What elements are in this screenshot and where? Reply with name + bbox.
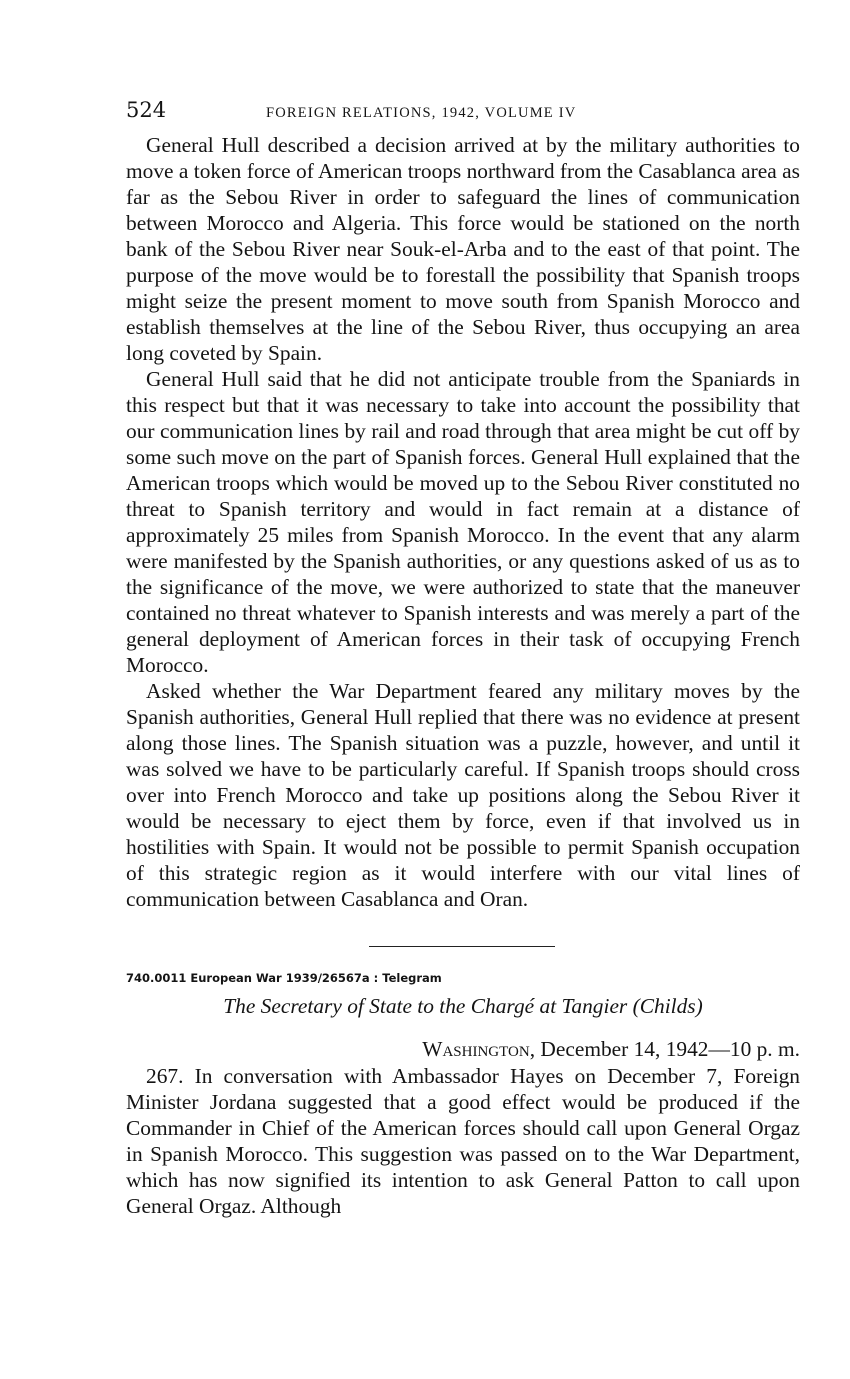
body-paragraph: General Hull described a decision arrived at by the military authorities to move a token force of American troops northward from the Casablanca area as far as the Sebou River in order to safeguard the lines of communication between Morocco and Algeria. This force would be stationed on the north bank of the Sebou River near Souk-el-Arba and to the east of that point. The purpose of the move would be to forestall the possibility that Spanish troops might seize the present moment to move south from Spanish Morocco and establish themselves at the line of the Sebou River, thus occupying an area long coveted by Spain.: [126, 133, 800, 365]
body-paragraph: Asked whether the War Department feared any military moves by the Spanish authorities, General Hull replied that there was no evidence at present along those lines. The Spanish situation was a puzzle, however, and until it was solved we have to be particularly careful. If Spanish troops should cross over into French Morocco and take up positions along the Sebou River it would be necessary to eject them by force, even if that involved us in hostilities with Spain. It would not be possible to permit Spanish occupation of this strategic region as it would interfere with our vital lines of communication between Casablanca and Oran.: [126, 679, 800, 911]
page-header: [126, 98, 800, 132]
dateline-date: , December 14, 1942—10 p. m.: [529, 1037, 800, 1061]
file-reference: 740.0011 European War 1939/26567a : Telegram: [126, 971, 442, 985]
document-title: The Secretary of State to the Chargé at Tangier (Childs): [223, 994, 703, 1018]
document-page: [126, 98, 800, 1219]
telegram-body: 267. In conversation with Ambassador Hayes on December 7, Foreign Minister Jordana suggested that a good effect would be produced if the Commander in Chief of the American forces should call upon General Orgaz in Spanish Morocco. This suggestion was passed on to the War Department, which has now signified its intention to ask General Patton to call upon General Orgaz. Although: [126, 1064, 800, 1218]
dateline: [126, 1035, 800, 1063]
dateline-place: Washington: [422, 1037, 530, 1061]
running-title: FOREIGN RELATIONS, 1942, VOLUME IV: [266, 105, 577, 121]
page-number: 524: [126, 98, 167, 122]
body-paragraph: General Hull said that he did not anticipate trouble from the Spaniards in this respect but that it was necessary to take into account the possibility that our communication lines by rail and road through that area might be cut off by some such move on the part of Spanish forces. General Hull explained that the American troops which would be moved up to the Sebou River constituted no threat to Spanish territory and would in fact remain at a distance of approximately 25 miles from Spanish Morocco. In the event that any alarm were manifested by the Spanish authorities, or any questions asked of us as to the significance of the move, we were authorized to state that the maneuver contained no threat whatever to Spanish interests and was merely a part of the general deployment of American forces in their task of occupying French Morocco.: [126, 367, 800, 677]
section-divider: [369, 946, 555, 947]
